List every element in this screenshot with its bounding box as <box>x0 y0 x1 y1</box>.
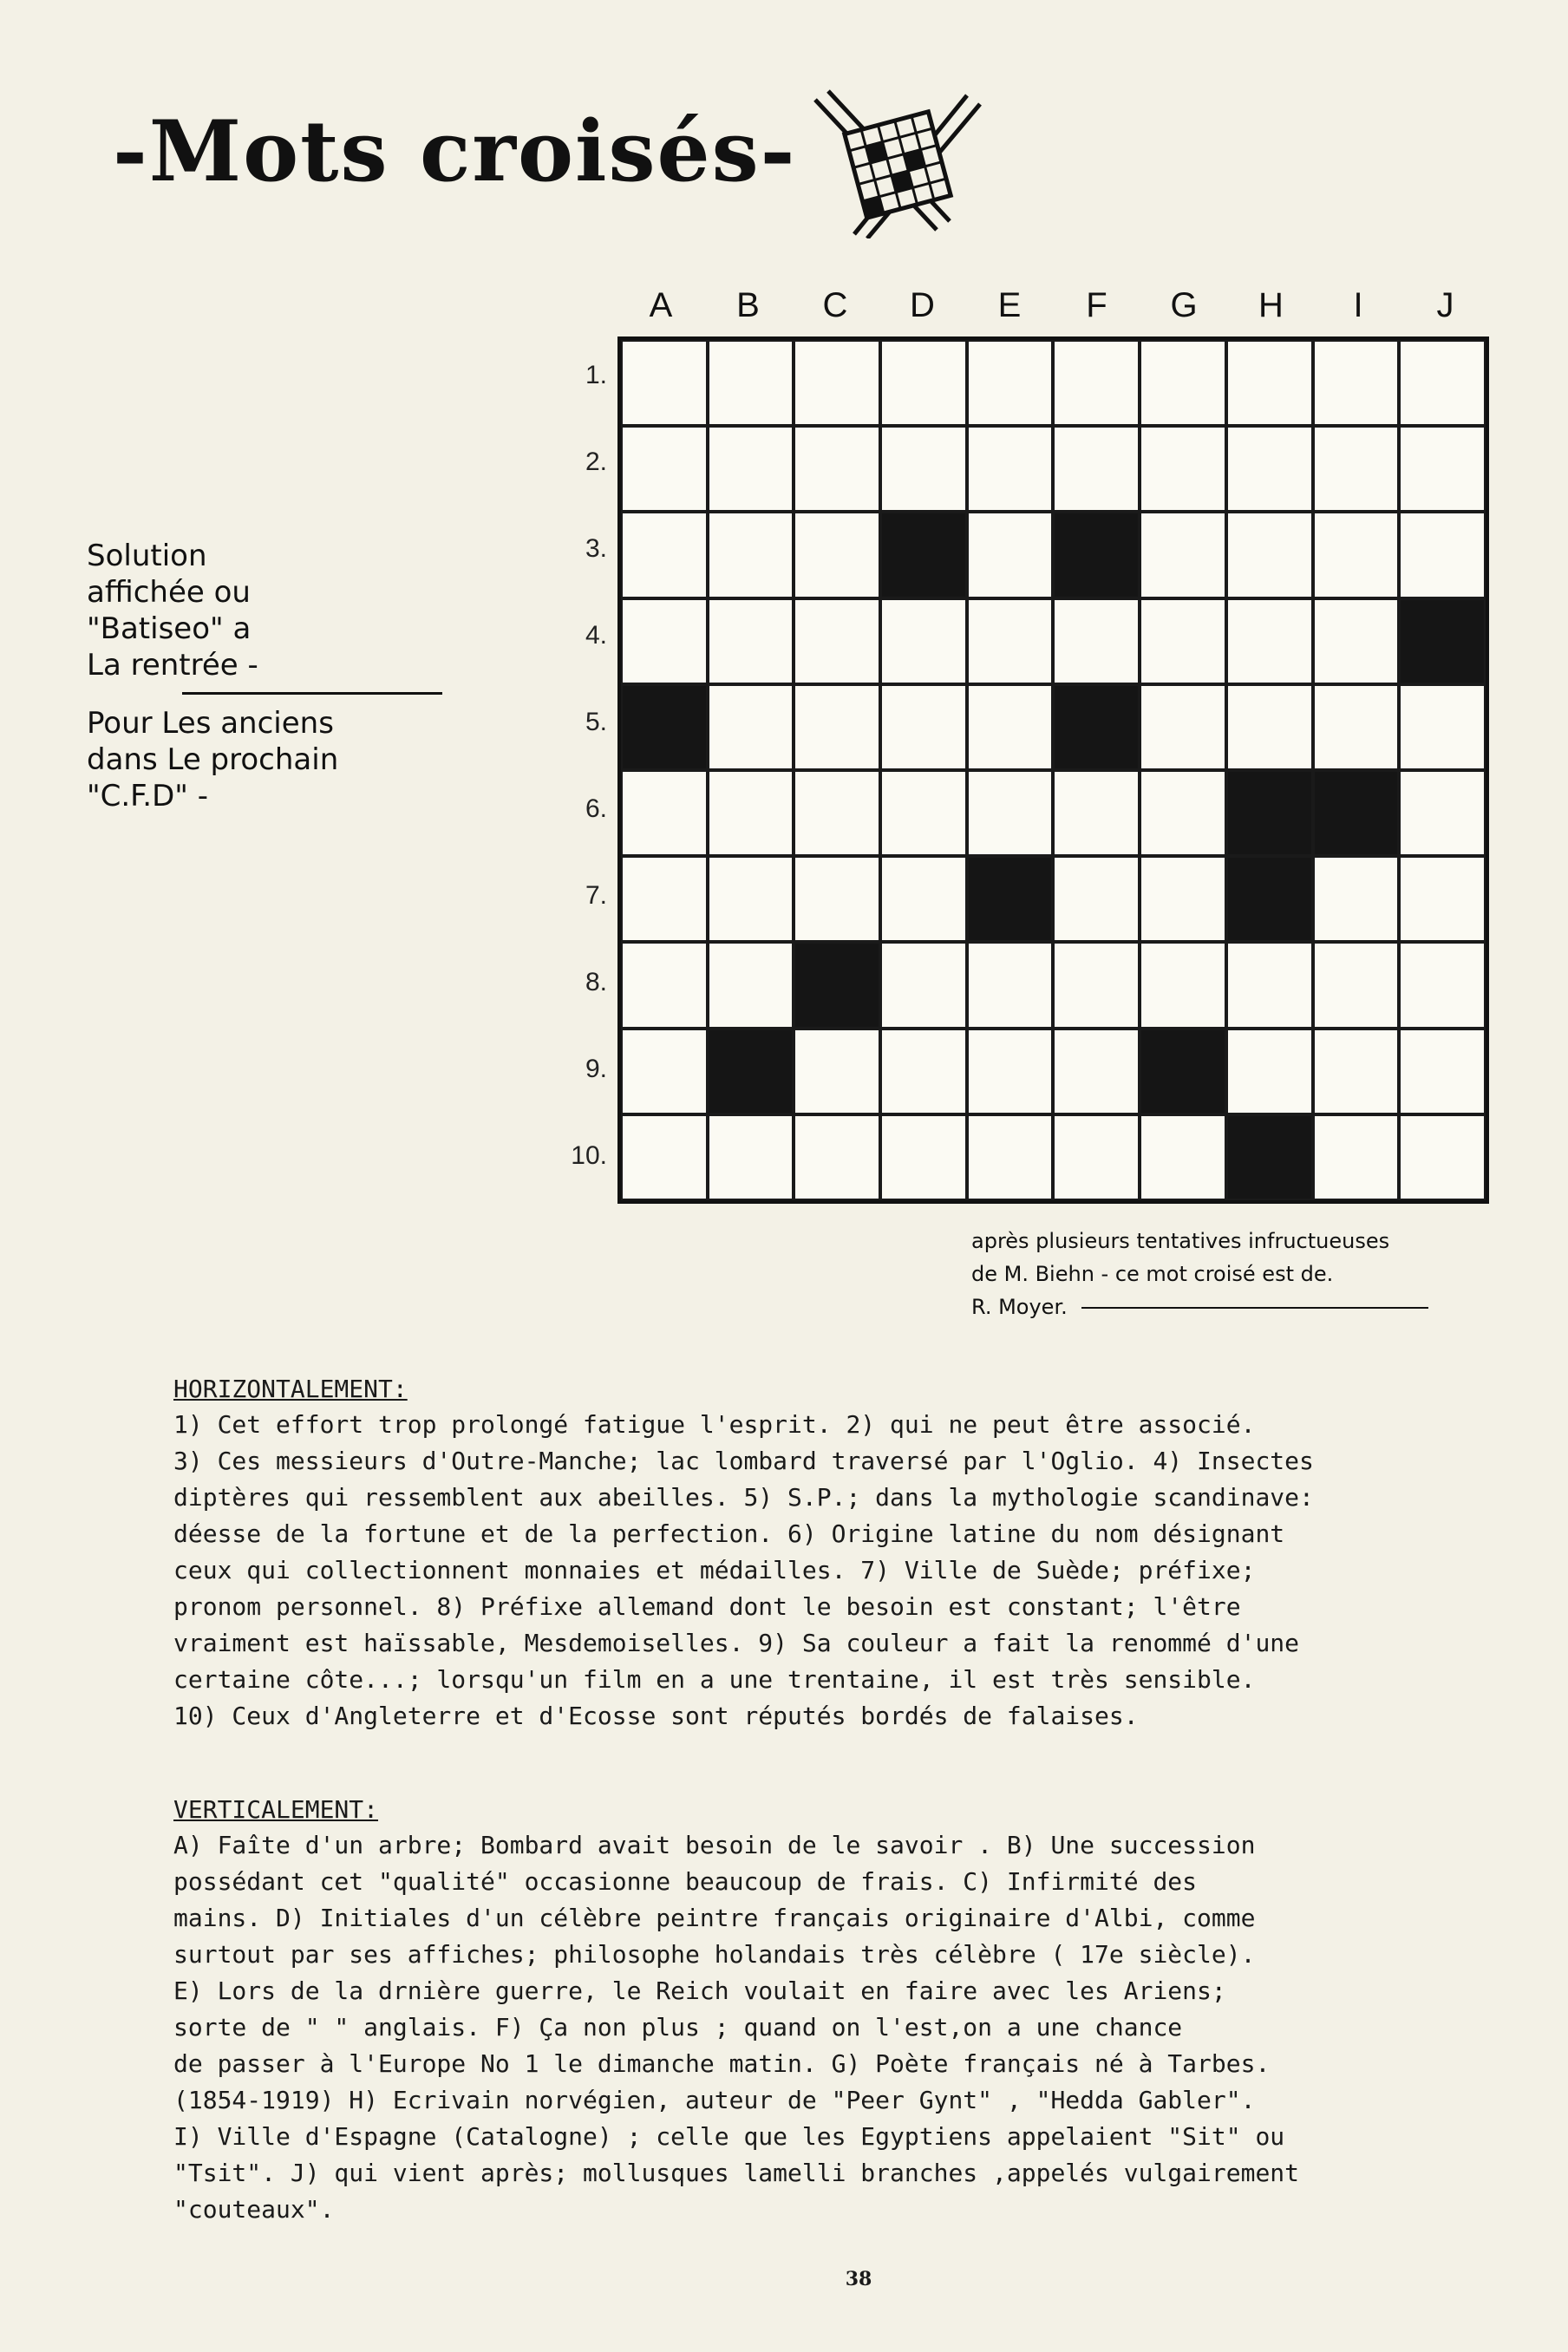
grid-cell <box>1313 340 1400 426</box>
row-label: 2. <box>585 448 607 476</box>
clue-line: "couteaux". <box>173 2195 335 2224</box>
grid-cell <box>708 942 794 1028</box>
clue-line: 10) Ceux d'Angleterre et d'Ecosse sont réputés bordés de falaises. <box>173 1702 1139 1730</box>
vertical-clue-list <box>173 1827 1552 2228</box>
grid-cell <box>1313 1114 1400 1200</box>
crossword-grid <box>617 336 1489 1204</box>
horizontal-heading: HORIZONTALEMENT: <box>173 1375 408 1403</box>
black-cell <box>1226 1114 1313 1200</box>
clue-line: sorte de " " anglais. F) Ça non plus ; quand on l'est,on a une chance <box>173 2013 1183 2042</box>
note-line: "C.F.D" - <box>87 779 208 813</box>
grid-cell <box>708 1114 794 1200</box>
vertical-clues <box>173 1793 1552 2228</box>
grid-cell <box>621 426 708 512</box>
clue-line: certaine côte...; lorsqu'un film en a une trentaine, il est très sensible. <box>173 1665 1256 1694</box>
clue-line: de passer à l'Europe No 1 le dimanche matin. G) Poète français né à Tarbes. <box>173 2049 1271 2078</box>
black-cell <box>1226 770 1313 856</box>
grid-cell <box>1140 598 1226 684</box>
grid-cell <box>794 856 880 942</box>
grid-cell <box>880 426 967 512</box>
grid-cell <box>880 598 967 684</box>
clue-line: A) Faîte d'un arbre; Bombard avait besoin de le savoir . B) Une succession <box>173 1831 1256 1859</box>
grid-cell <box>1140 684 1226 770</box>
grid-cell <box>880 770 967 856</box>
grid-cell <box>1399 942 1486 1028</box>
grid-cell <box>621 1114 708 1200</box>
grid-cell <box>621 770 708 856</box>
credit-note <box>971 1225 1526 1323</box>
grid-cell <box>1053 598 1140 684</box>
grid-cell <box>1313 942 1400 1028</box>
clue-line: "Tsit". J) qui vient après; mollusques lamelli branches ,appelés vulgairement <box>173 2159 1300 2187</box>
solution-note <box>87 538 486 814</box>
credit-author: R. Moyer. <box>971 1295 1068 1319</box>
grid-cell <box>967 598 1054 684</box>
grid-cell <box>794 512 880 598</box>
grid-cell <box>1140 340 1226 426</box>
clue-line: 1) Cet effort trop prolongé fatigue l'esprit. 2) qui ne peut être associé. <box>173 1410 1256 1439</box>
grid-cell <box>1140 856 1226 942</box>
grid-cell <box>1140 512 1226 598</box>
column-label: A <box>649 286 673 324</box>
page-title: -Mots croisés- <box>113 102 797 200</box>
grid-cell <box>708 598 794 684</box>
grid-cell <box>1226 340 1313 426</box>
credit-line: après plusieurs tentatives infructueuses <box>971 1229 1390 1253</box>
grid-cell <box>1053 856 1140 942</box>
grid-cell <box>1140 1114 1226 1200</box>
grid-cell <box>967 684 1054 770</box>
column-label: G <box>1170 286 1198 324</box>
grid-cell <box>967 512 1054 598</box>
grid-cell <box>1053 1114 1140 1200</box>
grid-cell <box>1313 512 1400 598</box>
grid-cell <box>1053 942 1140 1028</box>
black-cell <box>1313 770 1400 856</box>
clue-line: (1854-1919) H) Ecrivain norvégien, auteur de "Peer Gynt" , "Hedda Gabler". <box>173 2086 1256 2114</box>
clue-line: pronom personnel. 8) Préfixe allemand dont le besoin est constant; l'être <box>173 1592 1241 1621</box>
grid-cell <box>1053 426 1140 512</box>
grid-cell <box>794 770 880 856</box>
grid-cell <box>621 512 708 598</box>
black-cell <box>880 512 967 598</box>
row-label: 3. <box>585 534 607 563</box>
grid-cell <box>967 942 1054 1028</box>
row-label: 1. <box>585 361 607 389</box>
grid-cell <box>880 1114 967 1200</box>
credit-underline <box>1081 1307 1428 1309</box>
black-cell <box>708 1029 794 1114</box>
clue-line: vraiment est haïssable, Mesdemoiselles. 9) Sa couleur a fait la renommé d'une <box>173 1629 1300 1657</box>
clue-line: ceux qui collectionnent monnaies et médailles. 7) Ville de Suède; préfixe; <box>173 1556 1256 1584</box>
grid-cell <box>880 856 967 942</box>
column-label: I <box>1353 286 1363 324</box>
column-label: H <box>1258 286 1284 324</box>
grid-cell <box>708 856 794 942</box>
row-label: 4. <box>585 621 607 650</box>
grid-cell <box>1226 598 1313 684</box>
column-label: D <box>910 286 935 324</box>
grid-cell <box>967 426 1054 512</box>
grid-cell <box>708 340 794 426</box>
grid-cell <box>794 1029 880 1114</box>
clue-line: surtout par ses affiches; philosophe holandais très célèbre ( 17e siècle). <box>173 1940 1256 1969</box>
clue-line: I) Ville d'Espagne (Catalogne) ; celle que les Egyptiens appelaient "Sit" ou <box>173 2122 1285 2151</box>
grid-cell <box>880 684 967 770</box>
grid-cell <box>967 1114 1054 1200</box>
note-line: "Batiseo" a <box>87 611 252 646</box>
grid-cell <box>621 942 708 1028</box>
grid-cell <box>967 770 1054 856</box>
note-divider <box>182 692 442 695</box>
grid-cell <box>1399 426 1486 512</box>
grid-cell <box>967 340 1054 426</box>
row-label: 7. <box>585 881 607 910</box>
grid-cell <box>1313 684 1400 770</box>
grid-cell <box>1399 684 1486 770</box>
grid-cell <box>1140 942 1226 1028</box>
row-label: 10. <box>571 1141 607 1170</box>
crossword-pencil-icon <box>763 82 1023 238</box>
grid-cell <box>621 1029 708 1114</box>
grid-cell <box>967 1029 1054 1114</box>
row-labels <box>520 336 607 1204</box>
grid-cell <box>1226 512 1313 598</box>
black-cell <box>621 684 708 770</box>
grid-cell <box>880 942 967 1028</box>
grid-cell <box>1399 1029 1486 1114</box>
black-cell <box>1053 684 1140 770</box>
grid-cell <box>1313 426 1400 512</box>
grid-cell <box>1226 1029 1313 1114</box>
note-line: dans Le prochain <box>87 742 339 777</box>
grid-cell <box>794 1114 880 1200</box>
grid-cell <box>880 1029 967 1114</box>
black-cell <box>1053 512 1140 598</box>
grid-cell <box>1313 856 1400 942</box>
row-label: 9. <box>585 1055 607 1083</box>
grid-cell <box>1226 684 1313 770</box>
grid-cell <box>621 598 708 684</box>
horizontal-clue-list <box>173 1407 1552 1735</box>
grid-cell <box>794 598 880 684</box>
black-cell <box>1226 856 1313 942</box>
grid-cell <box>1053 770 1140 856</box>
column-label: E <box>997 286 1022 324</box>
credit-line: de M. Biehn - ce mot croisé est de. <box>971 1262 1334 1286</box>
note-line: affichée ou <box>87 575 251 610</box>
note-line: Solution <box>87 539 207 573</box>
clue-line: E) Lors de la drnière guerre, le Reich voulait en faire avec les Ariens; <box>173 1976 1226 2005</box>
column-labels <box>617 286 1489 338</box>
row-label: 5. <box>585 708 607 736</box>
black-cell <box>1140 1029 1226 1114</box>
credit-line <box>971 1290 1526 1323</box>
grid-cell <box>708 770 794 856</box>
black-cell <box>794 942 880 1028</box>
grid-cell <box>1053 340 1140 426</box>
grid-cell <box>794 426 880 512</box>
note-line: Pour Les anciens <box>87 706 334 741</box>
grid-cell <box>1399 512 1486 598</box>
grid-cell <box>1053 1029 1140 1114</box>
vertical-heading: VERTICALEMENT: <box>173 1795 379 1824</box>
row-label: 8. <box>585 968 607 996</box>
row-label: 6. <box>585 794 607 823</box>
black-cell <box>967 856 1054 942</box>
page-number: 38 <box>845 2268 872 2290</box>
column-label: J <box>1436 286 1454 324</box>
grid-cell <box>1313 598 1400 684</box>
grid-cell <box>794 684 880 770</box>
grid-cell <box>1140 770 1226 856</box>
grid-cell <box>1313 1029 1400 1114</box>
clue-line: mains. D) Initiales d'un célèbre peintre français originaire d'Albi, comme <box>173 1904 1256 1932</box>
grid-cell <box>621 856 708 942</box>
grid-cell <box>708 684 794 770</box>
grid-cell <box>880 340 967 426</box>
grid-cell <box>708 512 794 598</box>
clue-line: diptères qui ressemblent aux abeilles. 5) S.P.; dans la mythologie scandinave: <box>173 1483 1314 1512</box>
grid-cell <box>1399 856 1486 942</box>
grid-cell <box>1226 942 1313 1028</box>
column-label: F <box>1086 286 1107 324</box>
column-label: C <box>822 286 848 324</box>
grid-cell <box>708 426 794 512</box>
grid-cell <box>1399 340 1486 426</box>
note-line: La rentrée - <box>87 648 258 683</box>
black-cell <box>1399 598 1486 684</box>
horizontal-clues <box>173 1372 1552 1735</box>
clue-line: possédant cet "qualité" occasionne beaucoup de frais. C) Infirmité des <box>173 1867 1198 1896</box>
title-block <box>113 87 980 217</box>
grid-cell <box>1399 1114 1486 1200</box>
grid-cell <box>1226 426 1313 512</box>
grid-cell <box>1140 426 1226 512</box>
grid-cell <box>794 340 880 426</box>
column-label: B <box>736 286 760 324</box>
grid-cell <box>1399 770 1486 856</box>
clue-line: 3) Ces messieurs d'Outre-Manche; lac lombard traversé par l'Oglio. 4) Insectes <box>173 1447 1314 1475</box>
clue-line: déesse de la fortune et de la perfection. 6) Origine latine du nom désignant <box>173 1519 1285 1548</box>
grid-cell <box>621 340 708 426</box>
